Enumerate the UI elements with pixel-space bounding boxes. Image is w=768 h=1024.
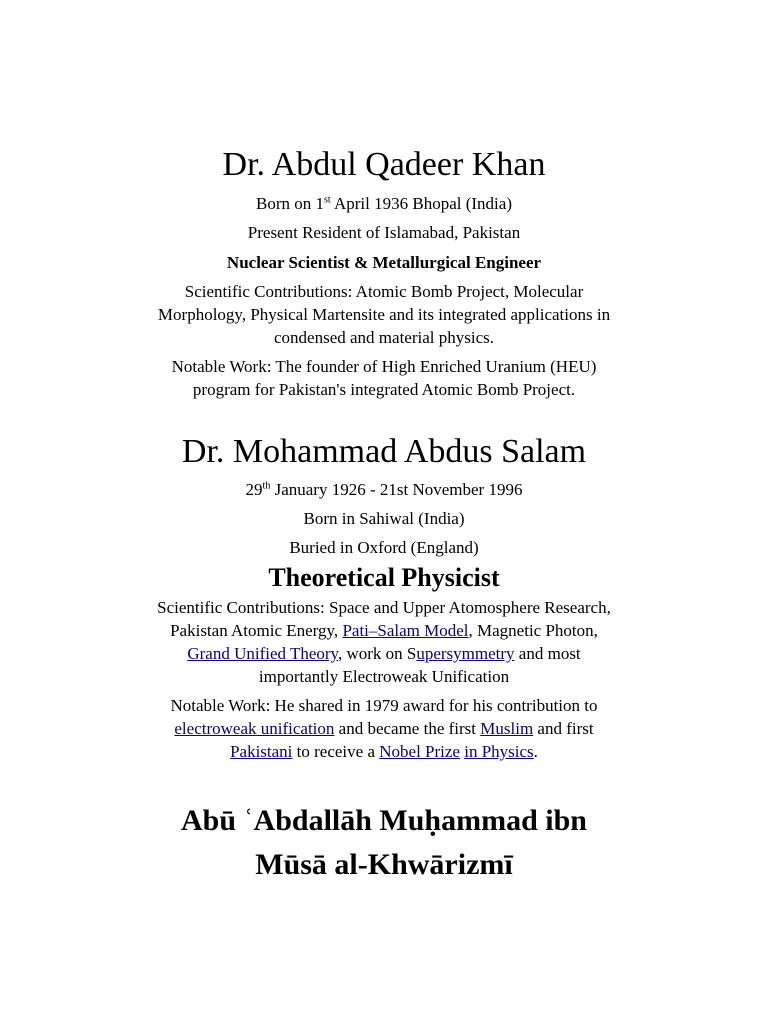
salam-buried-line: Buried in Oxford (England) — [289, 538, 479, 557]
khan-contrib-line-1: Scientific Contributions: Atomic Bomb Project, Molecular — [184, 282, 584, 301]
salam-contrib-3-text-post: and most — [514, 644, 581, 663]
grand-unified-theory-link[interactable]: Grand Unified Theory — [187, 644, 338, 663]
khwarizmi-section — [100, 800, 668, 886]
khan-born-sup: st — [324, 194, 331, 206]
pakistani-link[interactable]: Pakistani — [230, 742, 293, 761]
salam-dates-text: 29 — [245, 480, 263, 499]
nobel-prize-link[interactable]: Nobel Prize — [379, 742, 460, 761]
khan-contrib-line-2: Morphology, Physical Martensite and its integrated applications in — [157, 305, 611, 324]
khan-profession: Nuclear Scientist & Metallurgical Engineer — [226, 253, 542, 272]
salam-profession: Theoretical Physicist — [268, 563, 500, 592]
supersymmetry-link[interactable]: upersymmetry — [416, 644, 515, 663]
muslim-link[interactable]: Muslim — [480, 719, 534, 738]
salam-notable-3-text: to receive a — [292, 742, 380, 761]
khan-notable-line-2: program for Pakistan's integrated Atomic Bomb Project. — [192, 380, 576, 399]
salam-contrib-line-1: Scientific Contributions: Space and Upper Atomosphere Research, — [157, 598, 611, 617]
salam-notable-line-3 — [100, 740, 668, 763]
pati-salam-model-link[interactable]: Pati–Salam Model — [342, 621, 469, 640]
salam-dates-text-post: January 1926 - 21st November 1996 — [270, 480, 523, 499]
khan-born-line — [100, 192, 668, 215]
salam-contrib-line-3 — [100, 642, 668, 665]
khan-born-text-post: April 1936 Bhopal (India) — [330, 194, 512, 213]
salam-contrib-2-text: Pakistan Atomic Energy, — [170, 621, 343, 640]
salam-notable-2-text: and became the first — [334, 719, 481, 738]
in-physics-link[interactable]: in Physics — [464, 742, 534, 761]
salam-name-heading: Dr. Mohammad Abdus Salam — [181, 433, 587, 470]
salam-dates-line — [100, 478, 668, 501]
salam-notable-2-text-post: and first — [533, 719, 594, 738]
khan-name-heading: Dr. Abdul Qadeer Khan — [222, 146, 546, 183]
khan-born-text: Born on 1 — [256, 194, 324, 213]
khan-section — [100, 145, 668, 401]
salam-dates-sup: th — [262, 480, 271, 492]
khan-notable-line-1: Notable Work: The founder of High Enriched Uranium (HEU) — [171, 357, 597, 376]
khan-resident-line: Present Resident of Islamabad, Pakistan — [247, 223, 521, 242]
salam-contrib-line-4: importantly Electroweak Unification — [258, 667, 510, 686]
khan-contrib-line-3: condensed and material physics. — [274, 328, 494, 347]
salam-notable-3-text-post: . — [533, 742, 538, 761]
salam-born-line: Born in Sahiwal (India) — [303, 509, 465, 528]
salam-contrib-3-text: , work on S — [337, 644, 417, 663]
salam-contrib-line-2 — [100, 619, 668, 642]
salam-notable-line-2 — [100, 717, 668, 740]
electroweak-unification-link[interactable]: electroweak unification — [174, 719, 335, 738]
salam-contrib-2-text-post: , Magnetic Photon, — [468, 621, 598, 640]
khwarizmi-name-line-1: Abū ʿAbdallāh Muḥammad ibn — [181, 804, 587, 837]
salam-notable-line-1: Notable Work: He shared in 1979 award for his contribution to — [170, 696, 598, 715]
salam-section — [100, 432, 668, 763]
khwarizmi-name-line-2: Mūsā al-Khwārizmī — [255, 848, 513, 881]
